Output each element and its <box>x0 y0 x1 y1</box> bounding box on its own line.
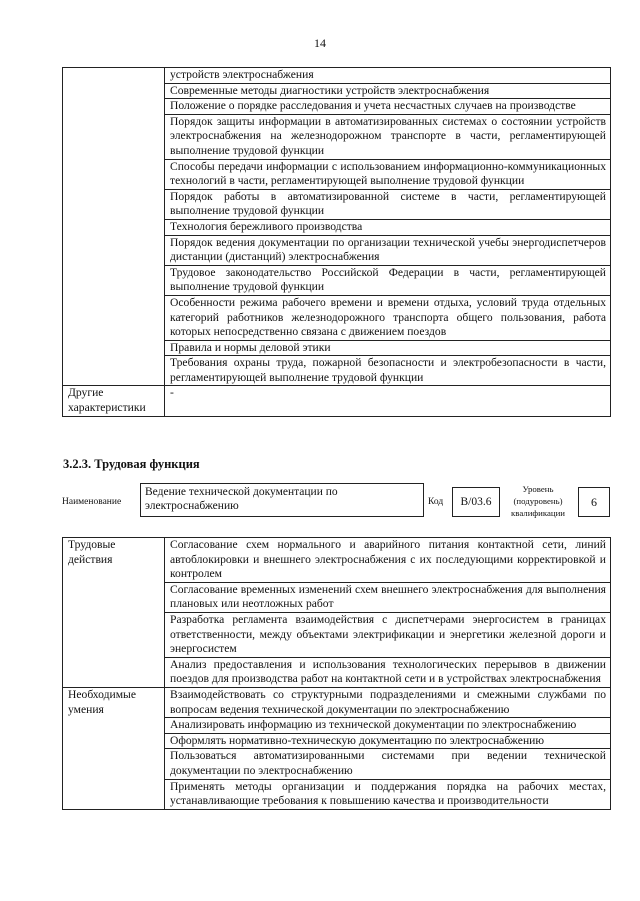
table-row <box>63 582 611 612</box>
table-row <box>63 657 611 687</box>
name-label: Наименование <box>62 497 122 507</box>
item-text: Разработка регламента взаимодействия с диспетчерами энергосистем в границах ответственности, между объектами электрификации и энергетики железной дороги и энергосистем <box>165 612 611 657</box>
row-text: Положение о порядке расследования и учета несчастных случаев на производстве <box>165 99 611 115</box>
row-label <box>63 219 165 235</box>
row-label <box>63 99 165 115</box>
row-label <box>63 68 165 84</box>
table-row <box>63 687 611 717</box>
row-text: - <box>165 386 611 416</box>
table-row <box>63 718 611 734</box>
row-text: Порядок защиты информации в автоматизированных системах о состоянии устройств электроснабжения на железнодорожном транспорте в части, регламентирующей выполнение трудовой функции <box>165 114 611 159</box>
group-label <box>63 582 165 612</box>
group-label <box>63 718 165 734</box>
row-text: Современные методы диагностики устройств электроснабжения <box>165 83 611 99</box>
row-label <box>63 114 165 159</box>
group-label <box>63 657 165 687</box>
knowledge-table <box>62 67 611 417</box>
item-text: Пользоваться автоматизированными системами при ведении технической документации по электроснабжению <box>165 749 611 779</box>
table-row <box>63 340 611 356</box>
table-row <box>63 83 611 99</box>
table-row <box>63 356 611 386</box>
table-row <box>63 159 611 189</box>
code-label: Код <box>428 497 444 507</box>
table-row <box>63 386 611 416</box>
row-label <box>63 83 165 99</box>
row-text: Требования охраны труда, пожарной безопасности и электробезопасности в части, регламентирующей выполнение трудовой функции <box>165 356 611 386</box>
group-label <box>63 612 165 657</box>
row-label <box>63 159 165 189</box>
table-row <box>63 733 611 749</box>
row-text: Порядок работы в автоматизированной системе в части, регламентирующей выполнение трудовой функции <box>165 189 611 219</box>
item-text: Анализ предоставления и использования технологических перерывов в движении поездов для производства работ на контактной сети и в устройствах электроснабжения <box>165 657 611 687</box>
table-row <box>63 612 611 657</box>
row-text: Порядок ведения документации по организации технической учебы энергодиспетчеров дистанции (дистанций) электроснабжения <box>165 235 611 265</box>
row-text: Правила и нормы деловой этики <box>165 340 611 356</box>
item-text: Анализировать информацию из технической документации по электроснабжению <box>165 718 611 734</box>
function-code: B/03.6 <box>452 487 500 517</box>
row-label <box>63 189 165 219</box>
table-row <box>63 538 611 583</box>
item-text: Оформлять нормативно-техническую документацию по электроснабжению <box>165 733 611 749</box>
group-label <box>63 779 165 809</box>
function-name: Ведение технической документации по электроснабжению <box>140 483 424 517</box>
table-row <box>63 99 611 115</box>
page-number: 14 <box>314 36 326 50</box>
table-row <box>63 295 611 340</box>
item-text: Взаимодействовать со структурными подразделениями и смежными службами по вопросам ведения технической документации по электроснабжению <box>165 687 611 717</box>
table-row <box>63 235 611 265</box>
table-row <box>63 779 611 809</box>
table-row <box>63 265 611 295</box>
table-row <box>63 189 611 219</box>
row-label <box>63 340 165 356</box>
item-text: Применять методы организации и поддержания порядка на рабочих местах, устанавливающие требования к повышению качества и производительности <box>165 779 611 809</box>
item-text: Согласование временных изменений схем внешнего электроснабжения для выполнения плановых или неотложных работ <box>165 582 611 612</box>
row-text: Трудовое законодательство Российской Федерации в части, регламентирующей выполнение трудовой функции <box>165 265 611 295</box>
group-label: Необходимые умения <box>63 687 165 717</box>
row-label <box>63 235 165 265</box>
table-row <box>63 68 611 84</box>
item-text: Согласование схем нормального и аварийного питания контактной сети, линий автоблокировки и внешнего электроснабжения с их последующими корректировкой и контролем <box>165 538 611 583</box>
row-label: Другие характеристики <box>63 386 165 416</box>
group-label <box>63 749 165 779</box>
section-heading: 3.2.3. Трудовая функция <box>63 457 200 471</box>
row-text: устройств электроснабжения <box>165 68 611 84</box>
level-value: 6 <box>578 487 610 517</box>
row-text: Технология бережливого производства <box>165 219 611 235</box>
table-row <box>63 749 611 779</box>
table-row <box>63 219 611 235</box>
row-text: Особенности режима рабочего времени и времени отдыха, условий труда отдельных категорий работников железнодорожного транспорта общего пользования, работа которых непосредственно связана с движением поездов <box>165 295 611 340</box>
group-label: Трудовые действия <box>63 538 165 583</box>
level-label: Уровень (подуровень) квалификации <box>511 484 565 518</box>
function-header <box>62 483 610 523</box>
row-label <box>63 356 165 386</box>
function-table <box>62 537 611 810</box>
group-label <box>63 733 165 749</box>
table-row <box>63 114 611 159</box>
row-label <box>63 295 165 340</box>
row-text: Способы передачи информации с использованием информационно-коммуникационных технологий в части, регламентирующей выполнение трудовой функции <box>165 159 611 189</box>
row-label <box>63 265 165 295</box>
